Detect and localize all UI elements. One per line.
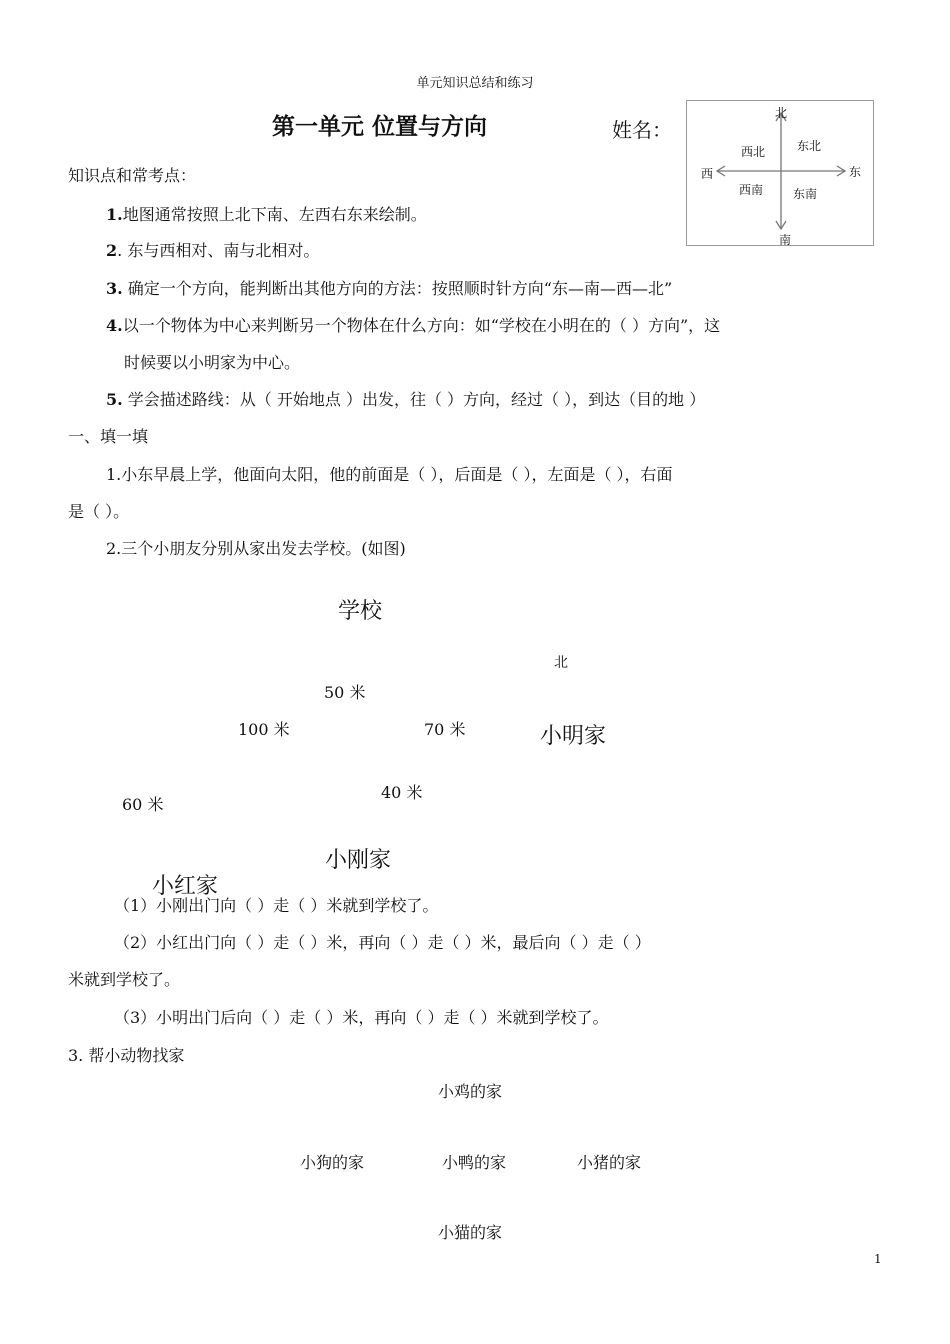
question-1-line-2: 是（ ）。	[68, 502, 130, 521]
question-1-line-1: 1.小东早晨上学，他面向太阳，他的前面是（ ），后面是（ ），左面是（ ），右面	[106, 465, 673, 484]
item-text: . 东与西相对、南与北相对。	[117, 241, 320, 260]
question-2: 2.三个小朋友分别从家出发去学校。(如图)	[106, 539, 406, 558]
home-chick: 小鸡的家	[438, 1082, 503, 1101]
map-distance-50: 50 米	[324, 683, 366, 702]
name-label: 姓名：	[612, 118, 672, 142]
map-north: 北	[554, 655, 568, 671]
compass-west: 西	[701, 167, 714, 181]
question-3: 3. 帮小动物找家	[68, 1046, 185, 1065]
item-number: 5.	[106, 390, 123, 409]
compass-diagram	[686, 100, 874, 246]
page-title: 第一单元 位置与方向	[272, 114, 488, 140]
knowledge-item-3	[106, 276, 672, 299]
compass-north: 北	[775, 106, 788, 120]
knowledge-item-4-cont	[124, 350, 300, 373]
map-xiaogang-home: 小刚家	[325, 848, 392, 873]
compass-arrows	[687, 101, 875, 247]
item-text: 地图通常按照上北下南、左西右东来绘制。	[122, 205, 427, 224]
map-distance-100: 100 米	[238, 720, 290, 739]
map-xiaoming-home: 小明家	[540, 724, 607, 749]
item-text: 确定一个方向，能判断出其他方向的方法：按照顺时针方向“东—南—西—北”	[122, 279, 673, 298]
sub-question-2-line-1: （2）小红出门向（ ）走（ ）米，再向（ ）走（ ）米，最后向（ ）走（ ）	[114, 933, 651, 952]
home-dog: 小狗的家	[300, 1153, 365, 1172]
compass-southeast: 东南	[793, 187, 818, 201]
page-header: 单元知识总结和练习	[416, 76, 534, 91]
item-number: 3.	[106, 279, 123, 298]
map-school: 学校	[338, 599, 383, 624]
compass-northwest: 西北	[741, 145, 766, 159]
compass-east: 东	[849, 165, 862, 179]
map-distance-40: 40 米	[381, 783, 423, 802]
home-cat: 小猫的家	[438, 1223, 503, 1242]
item-number: 2	[106, 241, 118, 260]
item-number: 1.	[106, 205, 123, 224]
sub-question-3: （3）小明出门后向（ ）走（ ）米，再向（ ）走（ ）米就到学校了。	[114, 1008, 609, 1027]
map-distance-70: 70 米	[424, 720, 466, 739]
sub-question-2-line-2: 米就到学校了。	[68, 970, 181, 989]
compass-south: 南	[779, 233, 792, 247]
home-pig: 小猪的家	[577, 1153, 642, 1172]
sub-question-1: （1）小刚出门向（ ）走（ ）米就到学校了。	[114, 896, 439, 915]
item-text: 学会描述路线：从（ 开始地点 ）出发，往（ ）方向，经过（ ），到达（目的地 ）	[122, 390, 706, 409]
item-text: 以一个物体为中心来判断另一个物体在什么方向：如“学校在小明在的（ ）方向”，这	[122, 316, 721, 335]
page-number: 1	[874, 1252, 882, 1266]
knowledge-item-2	[106, 238, 319, 261]
compass-northeast: 东北	[797, 139, 822, 153]
knowledge-heading: 知识点和常考点：	[68, 166, 197, 185]
knowledge-item-5	[106, 387, 705, 410]
map-xiaohong-home: 小红家	[152, 874, 219, 899]
item-text: 时候要以小明家为中心。	[124, 353, 301, 372]
knowledge-item-4	[106, 313, 720, 336]
map-distance-60: 60 米	[122, 795, 164, 814]
home-duck: 小鸭的家	[442, 1153, 507, 1172]
knowledge-item-1	[106, 202, 427, 225]
compass-southwest: 西南	[739, 183, 764, 197]
section-heading: 一、填一填	[68, 427, 149, 446]
item-number: 4.	[106, 316, 123, 335]
